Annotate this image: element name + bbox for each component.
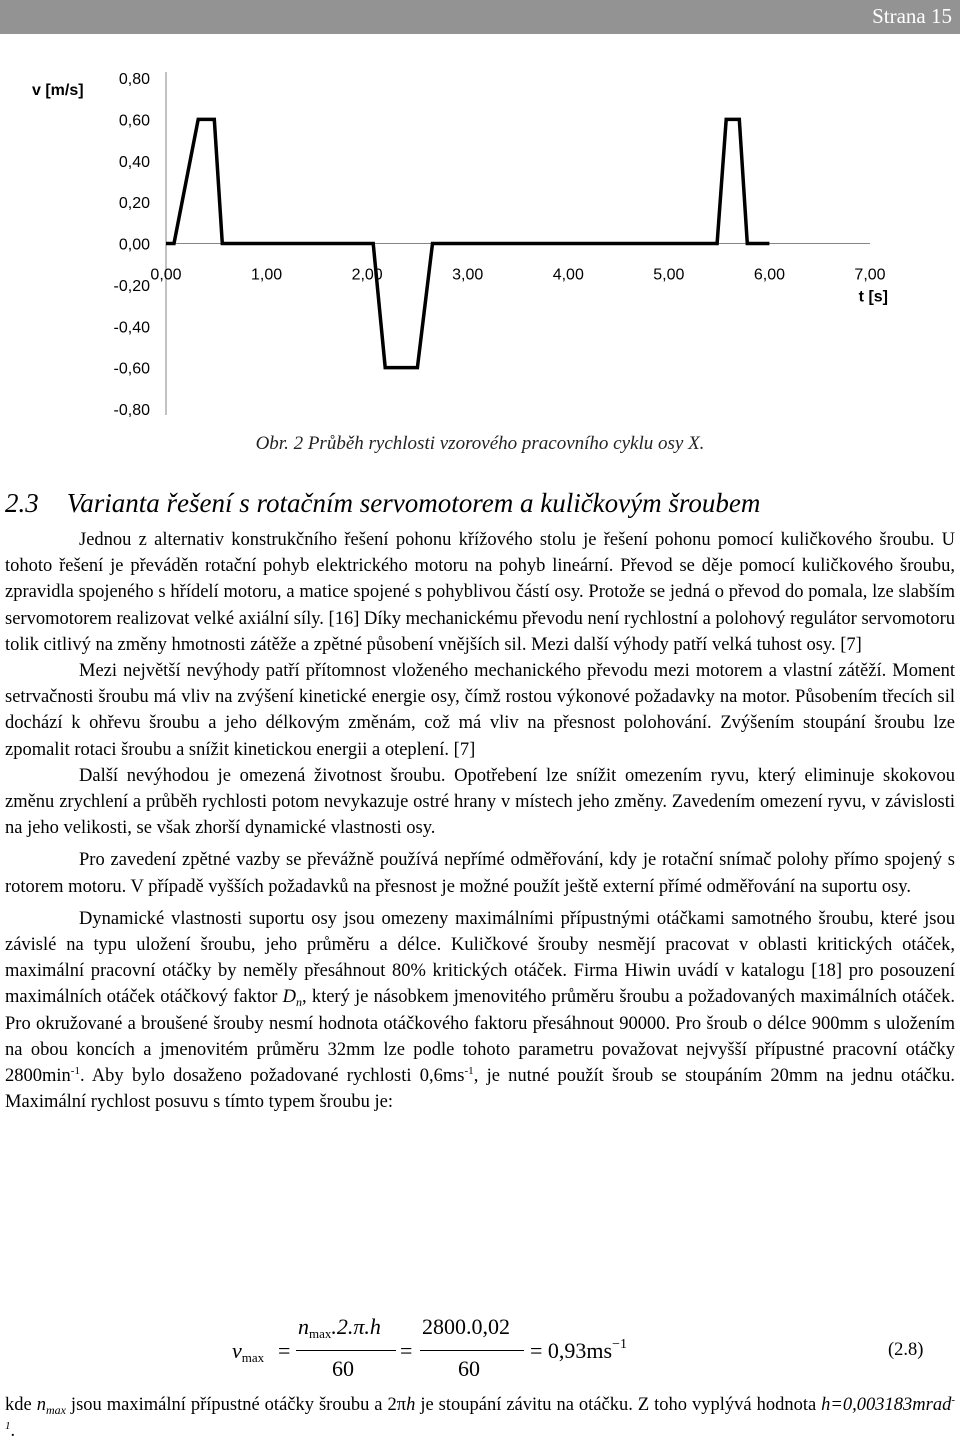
- eq-denominator-2: 60: [458, 1356, 480, 1381]
- eq-equals-2: =: [400, 1338, 413, 1363]
- x-tick-label: 3,00: [452, 266, 484, 284]
- paragraph-3: Další nevýhodou je omezená životnost šroubu. Opotřebení lze snížit omezením ryvu, který eliminuje skokovou změnu zrychlení a průběh rychlosti potom nevykazuje ostré hrany v místech jeho změny. Zavedením omezení ryvu, v závislosti na jeho velikosti, se však zhorší dynamické vlastnosti osy.: [5, 765, 955, 839]
- eq-lhs: $v_{max}$: [232, 1338, 265, 1365]
- section-title: Varianta řešení s rotačním servomotorem a kuličkovým šroubem: [66, 488, 761, 518]
- y-axis-title: v [m/s]: [32, 82, 84, 99]
- y-tick-label: 0,80: [118, 71, 150, 88]
- x-axis-title: t [s]: [858, 288, 888, 306]
- eq-numerator-2: 2800.0,02: [422, 1314, 510, 1339]
- paragraph-4: Pro zavedení zpětné vazby se převážně používá nepřímé odměřování, kdy je rotační snímač polohy přímo spojený s rotorem motoru. V případě vyšších požadavků na přesnost je možné použít ještě externí přímé odměřování na suportu osy.: [5, 850, 955, 897]
- eq-result: = $0,93ms^{-1}$: [530, 1337, 627, 1363]
- x-tick-label: 6,00: [753, 266, 785, 284]
- x-tick-label: 0,00: [150, 266, 182, 284]
- velocity-chart: [0, 40, 960, 430]
- y-tick-label: 0,60: [118, 112, 150, 130]
- section-heading: [5, 488, 955, 519]
- x-tick-label: 5,00: [653, 266, 685, 284]
- fraction-line-1: [296, 1350, 396, 1351]
- closing-paragraph: kde $n_{max}$ jsou maximální přípustné otáčky šroubu a 2πh je stoupání závitu na otáčku. Z toho vyplývá hodnota h=0,003183mrad$^{-1}$.: [5, 1394, 955, 1442]
- page-header-bar: [0, 0, 960, 34]
- eq-numerator-1: $n_{max}.2.\pi.h$: [298, 1314, 381, 1341]
- paragraph-5: Dynamické vlastnosti suportu osy jsou omezeny maximálními přípustnými otáčkami samotného šroubu, které jsou závislé na typu uložení šroubu, jeho průměru a délce. Kuličkové šrouby nesmějí pracovat v oblasti kritických otáček, maximální pracovní otáčky by neměly přesáhnout 80% kritických otáček. Firma Hiwin uvádí v katalogu [18] pro posouzení maximálních otáček otáčkový faktor $D_n$, který je násobkem jmenovitého průměru šroubu a požadovaných maximálních otáček. Pro okružované a broušené šrouby nesmí hodnota otáčkového faktoru přesáhnout 90000. Pro šroub o délce 900mm s uložením na obou koncích a jmenovitém průměru 32mm lze podle tohoto parametru považovat nejvyšší přípustné pracovní otáčky $2800\min^{-1}$. Aby bylo dosaženo požadované rychlosti $0,6ms^{-1}$, je nutné použít šroub se stoupáním 20mm na jednu otáčku. Maximální rychlost posuvu s tímto typem šroubu je:: [5, 908, 955, 1113]
- y-tick-label: -0,60: [113, 360, 150, 378]
- y-tick-label: 0,00: [118, 236, 150, 254]
- paragraph-2: Mezi největší nevýhody patří přítomnost vloženého mechanického převodu mezi motorem a vlastní zátěží. Moment setrvačnosti šroubu má vliv na zvýšení kinetické energie osy, čímž rostou výkonové požadavky na motor. Působením třecích sil dochází k ohřevu šroubu a jeho délkovým změnám, což má vliv na přesnost polohování. Zvýšením stoupání šroubu lze zpomalit rotaci šroubu a snížit kinetickou energii a oteplení. [7]: [5, 661, 955, 760]
- x-tick-label: 4,00: [552, 266, 584, 284]
- closing-text: [5, 1392, 955, 1444]
- page-number: Strana 15: [872, 4, 952, 28]
- y-tick-label: 0,40: [118, 153, 150, 171]
- equation-2-8: [0, 1312, 960, 1388]
- x-tick-label: 7,00: [854, 266, 886, 284]
- figure-caption: Obr. 2 Průběh rychlosti vzorového pracovního cyklu osy X.: [255, 433, 705, 454]
- equation-number: (2.8): [888, 1340, 924, 1360]
- velocity-series-line: [166, 119, 769, 367]
- eq-equals-1: =: [278, 1338, 291, 1363]
- section-number: 2.3: [5, 488, 39, 518]
- x-tick-label: 1,00: [251, 266, 283, 284]
- fraction-line-2: [420, 1350, 524, 1351]
- y-tick-label: -0,80: [113, 402, 150, 419]
- x-tick-label: 2,00: [351, 266, 383, 284]
- eq-denominator-1: 60: [332, 1356, 354, 1381]
- paragraph-1: Jednou z alternativ konstrukčního řešení pohonu křížového stolu je řešení pohonu pomocí kuličkového šroubu. U tohoto řešení je převáděn rotační pohyb elektrického motoru na pohyb lineární. Převod se děje pomocí kuličkového šroubu, zpravidla spojeného s hřídelí motoru, a matice spojené s pohyblivou částí osy. Protože se jedná o převod do pomala, lze slabším servomotorem realizovat velké axiální síly. [16] Díky mechanickému převodu není rychlostní a polohový regulátor servomotoru tolik citlivý na změny hmotnosti zátěže a zpětné působení vnějších sil. Mezi další výhody patří velká tuhost osy. [7]: [5, 530, 955, 655]
- y-tick-label: 0,20: [118, 195, 150, 213]
- y-tick-label: -0,20: [113, 277, 150, 295]
- y-tick-label: -0,40: [113, 319, 150, 337]
- body-text: [5, 527, 955, 1115]
